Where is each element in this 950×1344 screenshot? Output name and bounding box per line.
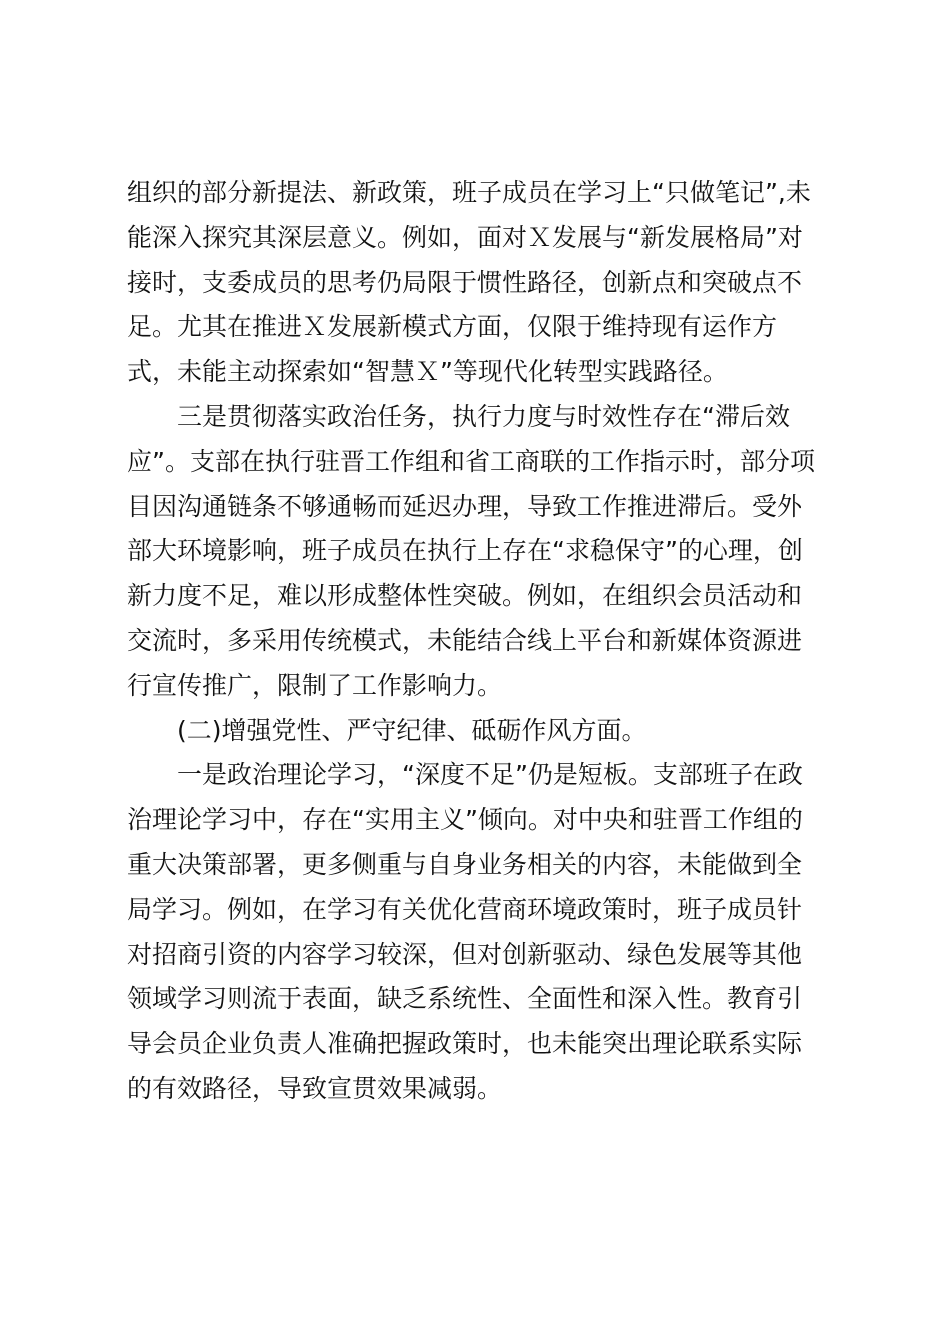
document-body	[127, 171, 832, 1112]
text-line: 式，未能主动探索如“智慧Ｘ”等现代化转型实践路径。	[127, 357, 728, 387]
text-line: 目因沟通链条不够通畅而延迟办理，导致工作推进滞后。受外	[127, 491, 803, 521]
paragraph-start-line: 一是政治理论学习，“深度不足”仍是短板。支部班子在政	[177, 760, 803, 790]
text-line: 行宣传推广，限制了工作影响力。	[127, 670, 503, 700]
text-line: 交流时，多采用传统模式，未能结合线上平台和新媒体资源进	[127, 625, 803, 655]
text-line: 接时，支委成员的思考仍局限于惯性路径，创新点和突破点不	[127, 267, 803, 297]
text-line: 部大环境影响，班子成员在执行上存在“求稳保守”的心理，创	[127, 536, 803, 566]
text-line: 能深入探究其深层意义。例如，面对Ｘ发展与“新发展格局”对	[127, 222, 803, 252]
text-line: 局学习。例如，在学习有关优化营商环境政策时，班子成员针	[127, 894, 803, 924]
section-heading: (二)增强党性、严守纪律、砥砺作风方面。	[177, 715, 647, 745]
text-line: 治理论学习中，存在“实用主义”倾向。对中央和驻晋工作组的	[127, 805, 803, 835]
text-line: 足。尤其在推进Ｘ发展新模式方面，仅限于维持现有运作方	[127, 312, 778, 342]
text-line: 新力度不足，难以形成整体性突破。例如，在组织会员活动和	[127, 581, 803, 611]
paragraph-start-line: 三是贯彻落实政治任务，执行力度与时效性存在“滞后效	[177, 401, 790, 431]
text-line: 组织的部分新提法、新政策，班子成员在学习上“只做笔记”,未	[127, 178, 811, 207]
text-line: 导会员企业负责人准确把握政策时，也未能突出理论联系实际	[127, 1029, 803, 1059]
text-line: 重大决策部署，更多侧重与自身业务相关的内容，未能做到全	[127, 849, 803, 879]
text-line: 对招商引资的内容学习较深，但对创新驱动、绿色发展等其他	[127, 939, 803, 969]
text-line: 领域学习则流于表面，缺乏系统性、全面性和深入性。教育引	[127, 984, 803, 1014]
text-line: 的有效路径，导致宣贯效果减弱。	[127, 1073, 503, 1103]
text-line: 应”。支部在执行驻晋工作组和省工商联的工作指示时，部分项	[127, 446, 815, 476]
